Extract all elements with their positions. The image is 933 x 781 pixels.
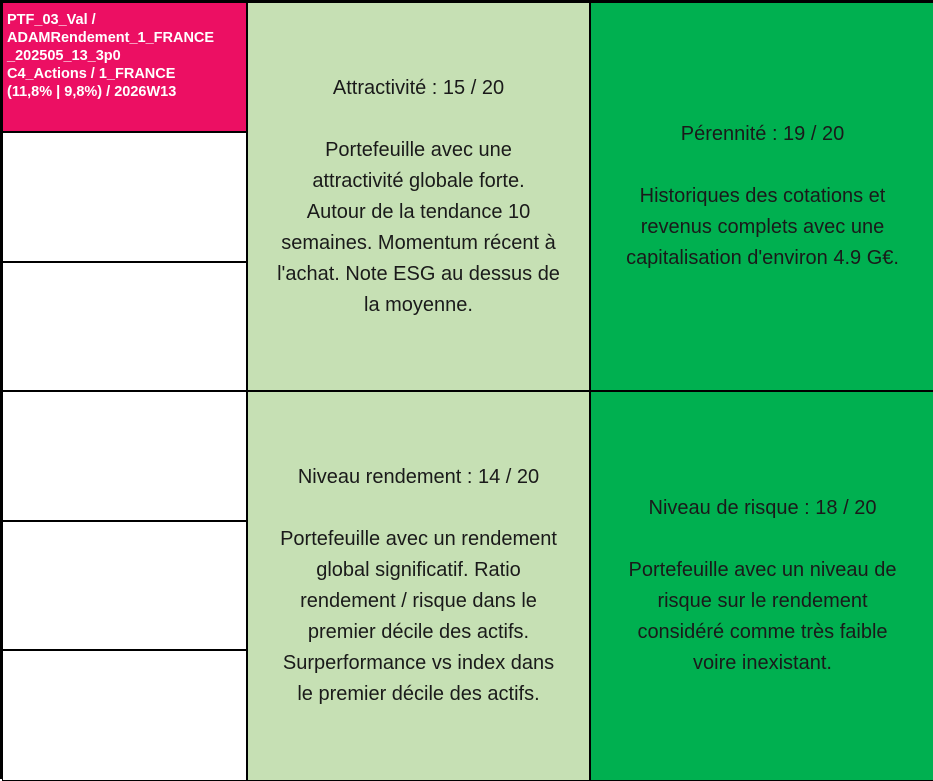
portfolio-header-line: ADAMRendement_1_FRANCE	[7, 30, 215, 46]
empty-cell	[2, 391, 247, 521]
portfolio-header-cell	[2, 2, 247, 132]
perennite-description: Historiques des cotations et revenus complets avec une capitalisation d'environ 4.9 G€.	[626, 185, 899, 269]
portfolio-header-line: C4_Actions / 1_FRANCE	[7, 66, 176, 82]
empty-cell	[2, 650, 247, 781]
attractivite-description: Portefeuille avec une attractivité globale forte. Autour de la tendance 10 semaines. Momentum récent à l'achat. Note ESG au dessus de la moyenne.	[277, 138, 560, 316]
empty-cell	[2, 262, 247, 391]
rendement-description: Portefeuille avec un rendement global significatif. Ratio rendement / risque dans le premier décile des actifs. Surperformance vs index dans le premier décile des actifs.	[280, 528, 557, 705]
risque-title: Niveau de risque : 18 / 20	[648, 497, 877, 519]
attractivite-score-cell	[247, 2, 590, 391]
perennite-title: Pérennité : 19 / 20	[680, 123, 845, 145]
portfolio-header-line: _202505_13_3p0	[7, 48, 121, 64]
rendement-title: Niveau rendement : 14 / 20	[297, 466, 540, 488]
portfolio-header-line: (11,8% | 9,8%) / 2026W13	[7, 84, 177, 100]
portfolio-header-line: PTF_03_Val /	[7, 12, 96, 28]
empty-cell	[2, 132, 247, 262]
perennite-score-cell	[590, 2, 933, 391]
risque-description: Portefeuille avec un niveau de risque sur le rendement considéré comme très faible voire inexistant.	[628, 559, 897, 674]
rendement-score-cell	[247, 391, 590, 781]
risque-score-cell	[590, 391, 933, 781]
empty-cell	[2, 521, 247, 650]
attractivite-title: Attractivité : 15 / 20	[332, 76, 505, 99]
